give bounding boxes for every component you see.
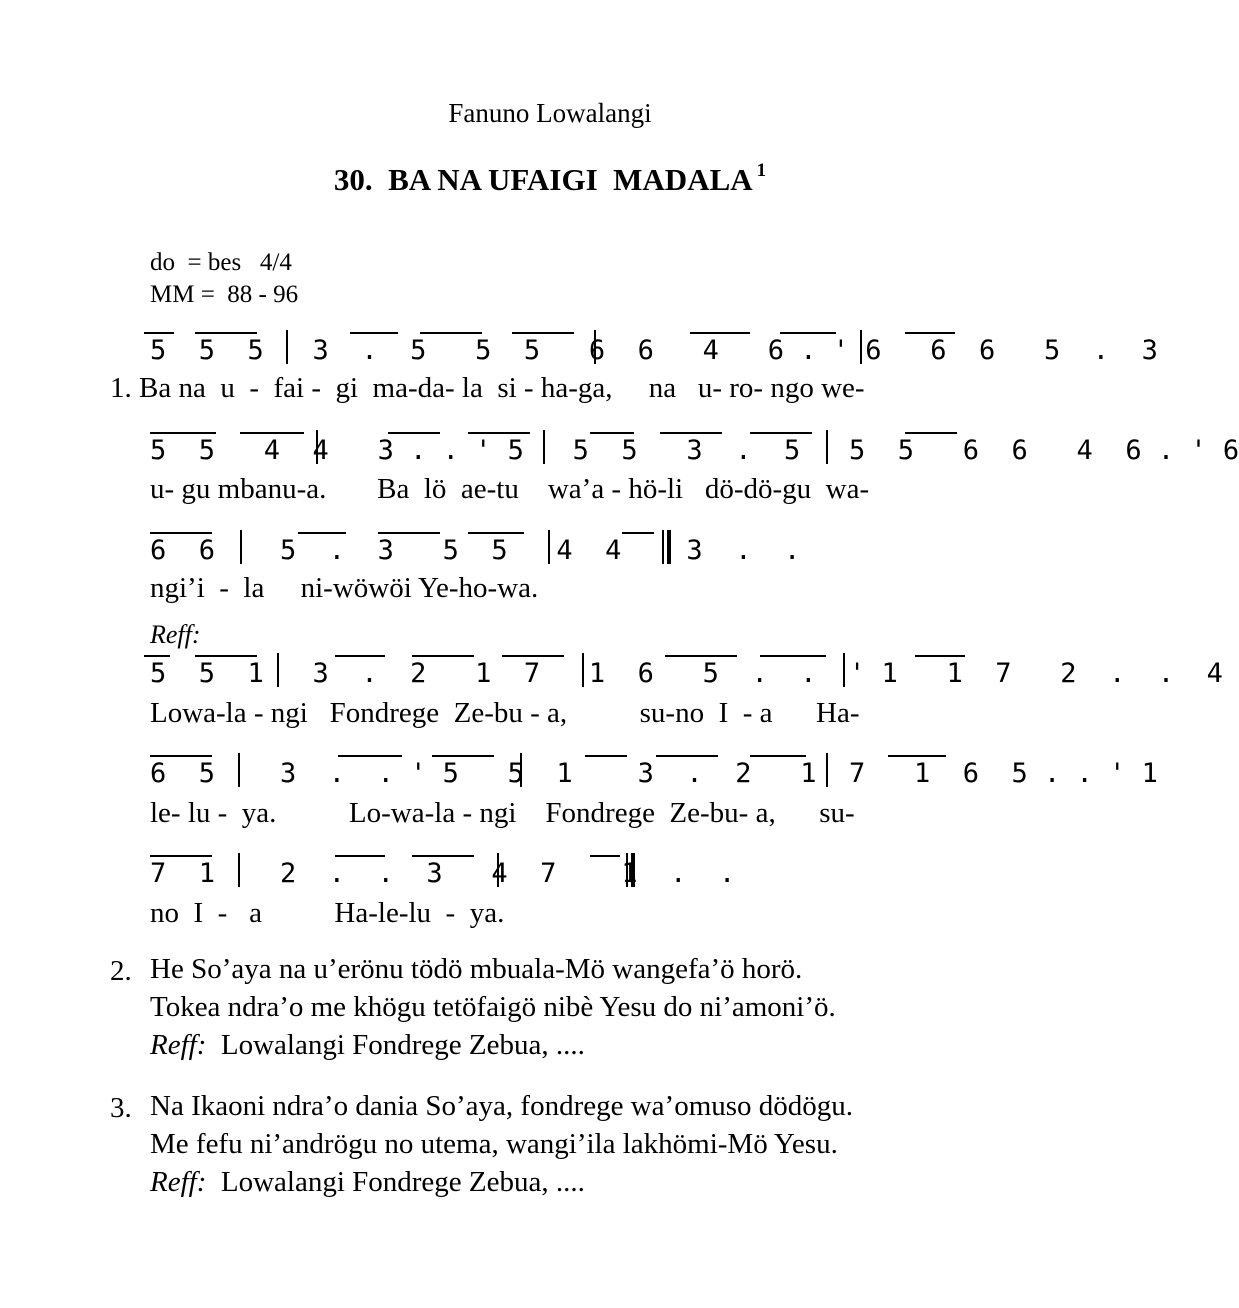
beam <box>298 532 346 534</box>
notation-line-1: 5 5 5 3 . 5 5 5 6 6 4 6 . ' 6 6 6 5 . 3 <box>150 335 1158 366</box>
beam <box>760 655 826 657</box>
beam <box>240 432 304 434</box>
hymn-title-text: 30. BA NA UFAIGI MADALA <box>333 162 753 197</box>
verse-number: 3. <box>110 1092 132 1124</box>
verse-refrain <box>150 1163 585 1201</box>
bar-line <box>843 653 845 687</box>
beam <box>665 655 737 657</box>
notation-line-6: 7 1 2 . . 3 4 7 1 . . <box>150 858 736 889</box>
bar-line <box>497 853 499 887</box>
beam <box>144 655 170 657</box>
beam <box>590 432 634 434</box>
notation-line-4: 5 5 1 3 . 2 1 7 1 6 5 . . ' 1 1 7 2 . . 4 <box>150 658 1223 689</box>
bar-line <box>286 330 288 364</box>
beam <box>585 755 627 757</box>
beam <box>502 655 564 657</box>
bar-line <box>277 653 279 687</box>
beam <box>622 532 654 534</box>
bar-line <box>238 753 240 787</box>
title-footnote: 1 <box>756 160 767 181</box>
beam <box>150 855 212 857</box>
bar-line <box>548 530 550 564</box>
beam <box>750 432 812 434</box>
bar-line <box>826 430 828 464</box>
beam <box>888 755 946 757</box>
verse-line: He So’aya na u’erönu tödö mbuala-Mö wangefa’ö horö. <box>150 953 803 985</box>
key-signature: do = bes 4/4 <box>150 249 292 276</box>
verse-number: 2. <box>110 955 132 987</box>
beam <box>750 755 806 757</box>
bar-line <box>520 753 522 787</box>
final-bar-line <box>626 853 635 887</box>
beam <box>412 855 474 857</box>
bar-line <box>826 753 828 787</box>
notation-line-3: 6 6 5 . 3 5 5 4 4 3 . . <box>150 535 801 566</box>
beam <box>915 655 965 657</box>
beam <box>468 432 530 434</box>
verse-line: Tokea ndra’o me khögu tetöfaigö nibè Yesu do ni’amoni’ö. <box>150 991 836 1023</box>
refrain-text: Lowalangi Fondrege Zebua, .... <box>206 1029 585 1061</box>
beam <box>660 432 722 434</box>
beam <box>468 532 524 534</box>
refrain-text: Lowalangi Fondrege Zebua, .... <box>206 1166 585 1198</box>
beam <box>335 855 385 857</box>
hymnal-header: Fanuno Lowalangi <box>448 98 652 128</box>
beam <box>388 432 440 434</box>
bar-line <box>316 430 318 464</box>
notation-line-2: 5 5 4 4 3 . . ' 5 5 5 3 . 5 5 5 6 6 4 6 . ' 6 <box>150 435 1239 466</box>
lyrics-line-2: u- gu mbanu-a. Ba lö ae-tu wa’a - hö-li dö-dö-gu wa- <box>150 473 870 505</box>
tempo-marking: MM = 88 - 96 <box>150 281 299 308</box>
beam <box>195 655 257 657</box>
lyrics-line-6: no I - a Ha-le-lu - ya. <box>150 897 505 929</box>
notation-line-5: 6 5 3 . . ' 5 5 1 3 . 2 1 7 1 6 5 . . ' 1 <box>150 758 1158 789</box>
lyrics-line-4: Lowa-la - ngi Fondrege Ze-bu - a, su-no I - a Ha- <box>150 697 860 729</box>
beam <box>905 332 955 334</box>
bar-line <box>860 330 862 364</box>
beam <box>780 332 836 334</box>
beam <box>412 655 474 657</box>
refrain-label: Reff: <box>150 1166 207 1198</box>
beam <box>378 532 440 534</box>
final-bar-line <box>662 530 671 564</box>
lyrics-line-1: 1. Ba na u - fai - gi ma-da- la si - ha-ga, na u- ro- ngo we- <box>110 372 865 404</box>
bar-line <box>238 853 240 887</box>
beam <box>656 755 718 757</box>
beam <box>905 432 957 434</box>
bar-line <box>594 330 596 364</box>
lyrics-line-5: le- lu - ya. Lo-wa-la - ngi Fondrege Ze-bu- a, su- <box>150 797 855 829</box>
hymn-title <box>0 160 1100 198</box>
beam <box>690 332 750 334</box>
beam <box>512 332 574 334</box>
refrain-label: Reff: <box>150 620 201 649</box>
refrain-label: Reff: <box>150 1029 207 1061</box>
beam <box>195 332 257 334</box>
beam <box>150 432 216 434</box>
lyrics-line-3: ngi’i - la ni-wöwöi Ye-ho-wa. <box>150 572 539 604</box>
beam <box>350 332 398 334</box>
bar-line <box>543 430 545 464</box>
beam <box>590 855 620 857</box>
bar-line <box>582 653 584 687</box>
beam <box>432 755 494 757</box>
beam <box>420 332 482 334</box>
beam <box>338 755 402 757</box>
beam <box>335 655 385 657</box>
beam <box>150 755 212 757</box>
verse-refrain <box>150 1026 585 1064</box>
verse-line: Na Ikaoni ndra’o dania So’aya, fondrege wa’omuso dödögu. <box>150 1090 854 1122</box>
verse-line: Me fefu ni’andrögu no utema, wangi’ila lakhömi-Mö Yesu. <box>150 1128 838 1160</box>
bar-line <box>240 530 242 564</box>
beam <box>150 532 212 534</box>
beam <box>144 332 174 334</box>
